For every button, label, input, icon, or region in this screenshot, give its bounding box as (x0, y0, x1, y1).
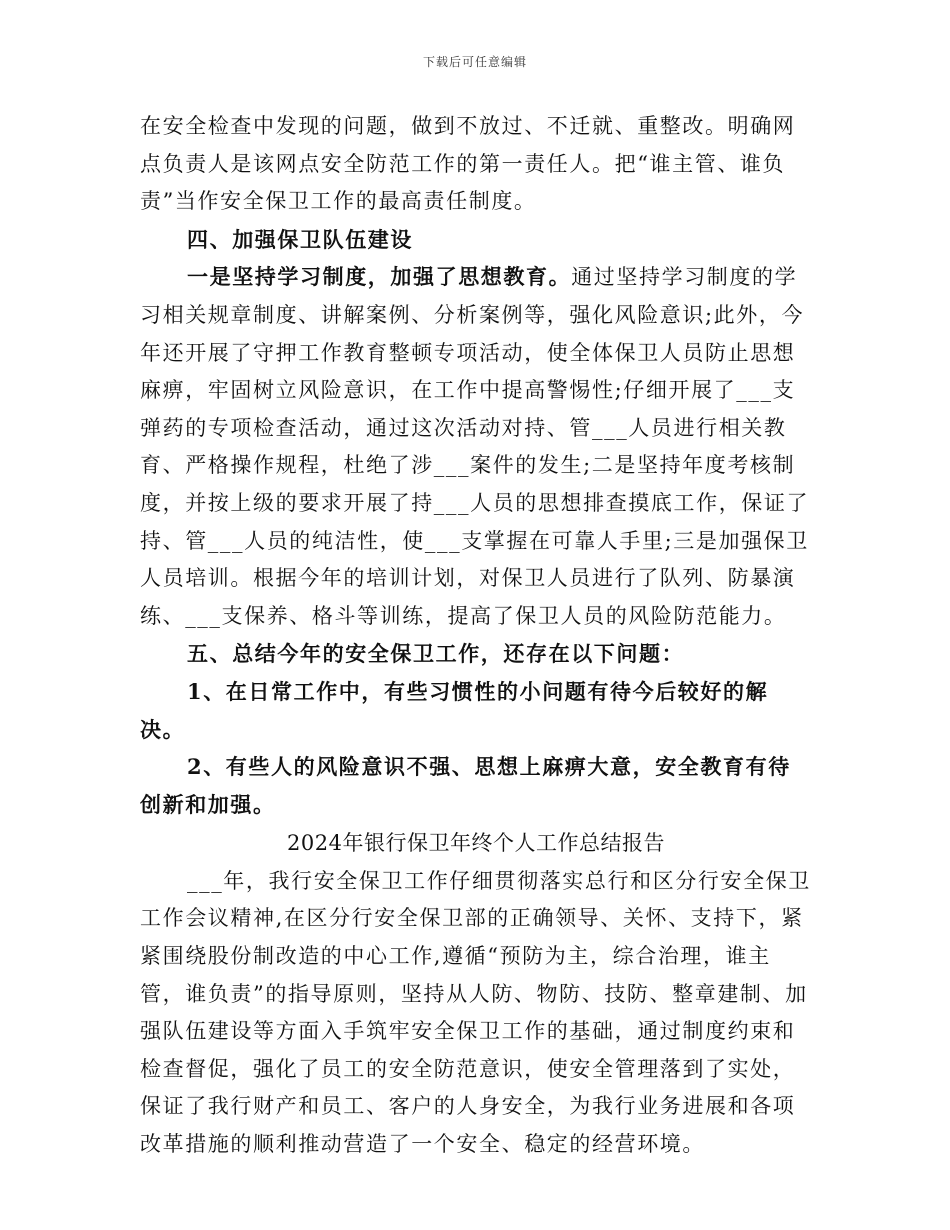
paragraph-body-text: 通过坚持学习制度的学习相关规章制度、讲解案例、分析案例等，强化风险意识;此外，今年还开展了守押工作教育整顿专项活动，使全体保卫人员防止思想麻痹，牢固树立风险意识，在工作中提高警惕性;仔细开展了___支弹药的专项检查活动，通过这次活动对持、管___人员进行相关教育、严格操作规程，杜绝了涉___案件的发生;二是坚持年度考核制度，并按上级的要求开展了持___人员的思想排查摸底工作，保证了持、管___人员的纯洁性，使___支掌握在可靠人手里;三是加强保卫人员培训。根据今年的培训计划，对保卫人员进行了队列、防暴演练、___支保养、格斗等训练，提高了保卫人员的风险防范能力。 (140, 265, 810, 628)
paragraph-team-building (140, 258, 812, 635)
document-body (140, 108, 812, 1164)
paragraph-lead-sentence: 一是坚持学习制度，加强了思想教育。 (187, 264, 572, 290)
section-heading-4: 四、加强保卫队伍建设 (187, 226, 413, 252)
section-heading-5: 五、总结今年的安全保卫工作，还存在以下问题： (187, 641, 685, 667)
page-header-note: 下载后可任意编辑 (422, 55, 527, 69)
problem-item-2: 2、有些人的风险意识不强、思想上麻痹大意，安全教育有待创新和加强。 (140, 754, 791, 817)
problem-item-1: 1、在日常工作中，有些习惯性的小问题有待今后较好的解决。 (140, 678, 769, 742)
paragraph-annual-summary: ___年，我行安全保卫工作仔细贯彻落实总行和区分行安全保卫工作会议精神,在区分行安全保卫部的正确领导、关怀、支持下，紧紧围绕股份制改造的中心工作,遵循“预防为主，综合治理，谁主管，谁负责”的指导原则，坚持从人防、物防、技防、整章建制、加强队伍建设等方面入手筑牢安全保卫工作的基础，通过制度约束和检查督促，强化了员工的安全防范意识，使安全管理落到了实处，保证了我行财产和员工、客户的人身安全，为我行业务进展和各项改革措施的顺利推动营造了一个安全、稳定的经营环境。 (140, 868, 811, 1157)
paragraph-responsibility: 在安全检查中发现的问题，做到不放过、不迁就、重整改。明确网点负责人是该网点安全防范工作的第一责任人。把“谁主管、谁负责”当作安全保卫工作的最高责任制度。 (140, 114, 796, 214)
report-title: 2024年银行保卫年终个人工作总结报告 (287, 831, 665, 856)
